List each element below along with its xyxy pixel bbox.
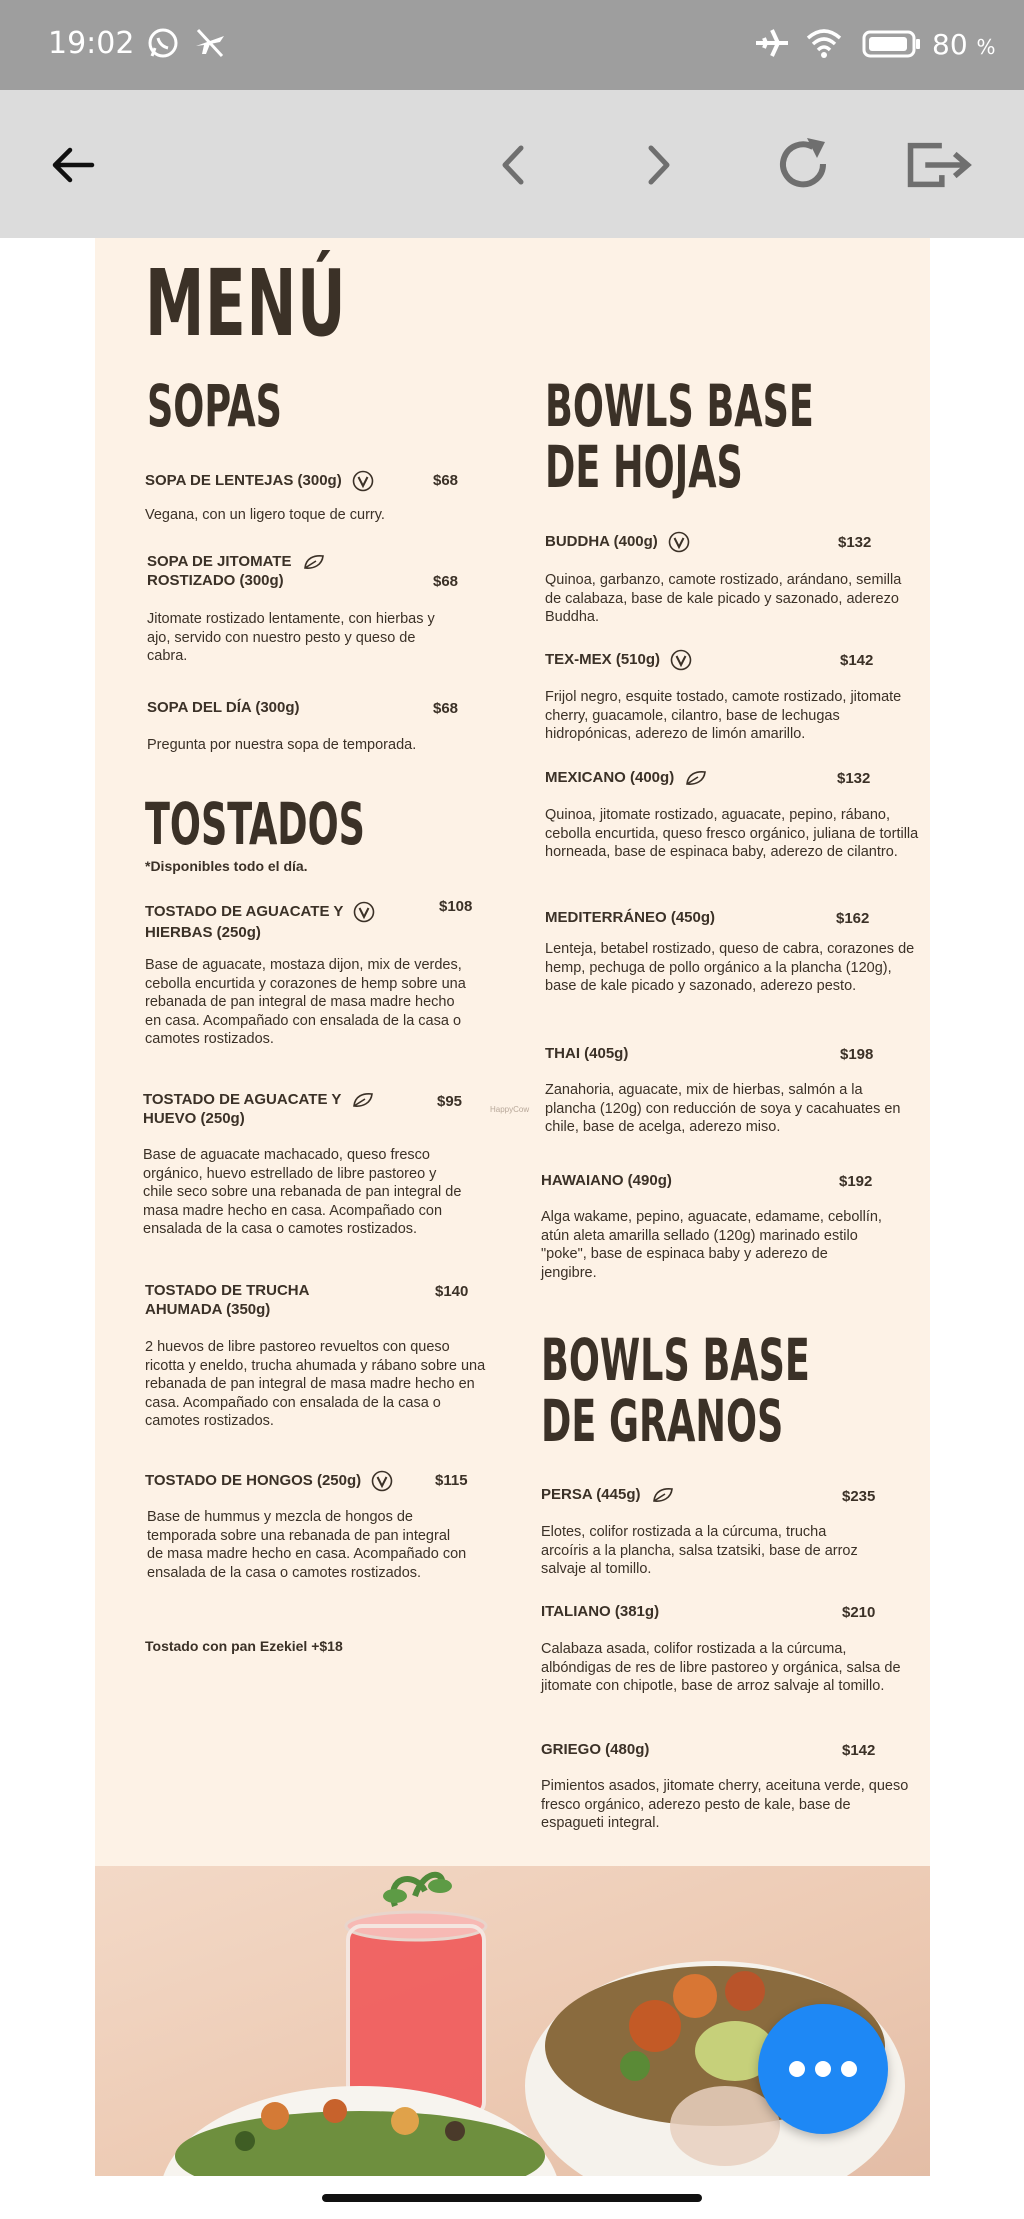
menu-item-description: Calabaza asada, colifor rostizada a la cúrcuma, albóndigas de res de libre pastoreo y orgánica, salsa de jitomate con chipotle, base de arroz salvaje al tomillo.	[541, 1641, 901, 1694]
leaf-icon	[684, 769, 708, 787]
menu-item-description: Quinoa, garbanzo, camote rostizado, arándano, semilla de calabaza, base de kale picado y sazonado, aderezo Buddha.	[545, 572, 902, 625]
more-dot	[815, 2061, 831, 2077]
chevron-right-icon	[639, 140, 679, 190]
menu-item-name: TOSTADO DE HONGOS (250g)	[145, 1470, 393, 1492]
vegan-badge-icon	[670, 649, 692, 671]
menu-item-description: Elotes, colifor rostizada a la cúrcuma, trucha arcoíris a la plancha, salsa tzatsiki, base de arroz salvaje al tomillo.	[541, 1524, 858, 1577]
menu-item-name: THAI (405g)	[545, 1045, 629, 1062]
menu-item-description: Base de aguacate machacado, queso fresco orgánico, huevo estrellado de libre pastoreo y chile seco sobre una rebanada de pan integral de masa madre hecho en casa. Acompañado con ensalada de la casa o camotes rostizados.	[143, 1147, 462, 1237]
vegan-badge-icon	[371, 1470, 393, 1492]
menu-item-name: TOSTADO DE AGUACATE Y HUEVO (250g)	[143, 1090, 375, 1128]
whatsapp-icon	[146, 26, 180, 65]
menu-item-name: GRIEGO (480g)	[541, 1741, 650, 1758]
juice-glass-image	[346, 1875, 486, 2116]
menu-item-description: Vegana, con un ligero toque de curry.	[145, 507, 385, 523]
menu-footnote: Tostado con pan Ezekiel +$18	[145, 1638, 343, 1654]
menu-item-name: PERSA (445g)	[541, 1485, 675, 1504]
menu-item-name: MEXICANO (400g)	[545, 768, 708, 787]
menu-item-price: $142	[842, 1742, 876, 1759]
menu-item-price: $95	[437, 1093, 463, 1110]
more-dot	[841, 2061, 857, 2077]
more-options-button[interactable]	[758, 2004, 888, 2134]
exit-icon	[905, 134, 975, 196]
menu-item-price: $192	[839, 1173, 873, 1190]
menu-item-price: $68	[433, 700, 459, 717]
vegan-badge-icon	[352, 470, 374, 492]
section-subtitle: *Disponibles todo el día.	[145, 858, 308, 874]
system-navigation-bar	[0, 2176, 1024, 2219]
menu-item-price: $108	[439, 898, 473, 915]
menu-page	[95, 238, 930, 1866]
menu-item-name: BUDDHA (400g)	[545, 531, 690, 553]
refresh-icon	[773, 134, 835, 196]
watermark: HappyCow	[490, 1105, 530, 1114]
airplane-mode-icon	[754, 26, 790, 65]
plane-slash-icon	[192, 26, 228, 65]
section-title-bowls-granos: BOWLS BASE DE GRANOS	[541, 1326, 810, 1456]
menu-item-price: $140	[435, 1283, 469, 1300]
menu-item-description: Frijol negro, esquite tostado, camote rostizado, jitomate cherry, guacamole, cilantro, base de lechugas hidropónicas, aderezo de limón amarillo.	[545, 689, 902, 742]
salad-bowl-image	[160, 2086, 560, 2176]
menu-item-description: Base de hummus y mezcla de hongos de temporada sobre una rebanada de pan integral de masa madre hecho en casa. Acompañado con ensalada de la casa o camotes rostizados.	[147, 1509, 467, 1581]
menu-item-price: $68	[433, 472, 459, 489]
menu-item-description: Pimientos asados, jitomate cherry, aceituna verde, queso fresco orgánico, aderezo pesto de kale, base de espagueti integral.	[541, 1778, 909, 1831]
chevron-left-icon	[493, 140, 533, 190]
menu-item-name: SOPA DE LENTEJAS (300g)	[145, 470, 374, 492]
menu-item-price: $132	[838, 534, 872, 551]
menu-title: MENÚ	[145, 250, 347, 357]
menu-item-price: $198	[840, 1046, 874, 1063]
exit-button[interactable]	[905, 130, 975, 200]
menu-item-description: Quinoa, jitomate rostizado, aguacate, pepino, rábano, cebolla encurtida, queso fresco orgánico, juliana de tortilla horneada, base de espinaca baby, aderezo de cilantro.	[545, 807, 919, 860]
next-button[interactable]	[624, 130, 694, 200]
menu-item-price: $162	[836, 910, 870, 927]
home-gesture-handle[interactable]	[322, 2194, 702, 2202]
menu-item-name: MEDITERRÁNEO (450g)	[545, 909, 716, 926]
clock: 19:02	[48, 26, 135, 61]
refresh-button[interactable]	[769, 130, 839, 200]
vegan-badge-icon	[353, 901, 375, 923]
menu-item-name: TOSTADO DE TRUCHA AHUMADA (350g)	[145, 1282, 310, 1318]
more-dots-icon	[789, 2061, 805, 2077]
battery-percent: 80 %	[932, 28, 996, 61]
section-title-tostados: TOSTADOS	[145, 790, 365, 858]
menu-item-description: Pregunta por nuestra sopa de temporada.	[147, 737, 417, 753]
menu-item-price: $68	[433, 573, 459, 590]
leaf-icon	[651, 1486, 675, 1504]
menu-item-name: ITALIANO (381g)	[541, 1603, 660, 1620]
back-arrow-icon	[48, 140, 98, 190]
vegan-badge-icon	[668, 531, 690, 553]
leaf-icon	[302, 553, 326, 571]
menu-item-name: TOSTADO DE AGUACATE Y HIERBAS (250g)	[145, 901, 375, 942]
menu-item-price: $235	[842, 1488, 876, 1505]
menu-item-description: Base de aguacate, mostaza dijon, mix de verdes, cebolla encurtida y corazones de hemp sobre una rebanada de pan integral de masa madre hecho en casa. Acompañado con ensalada de la casa o camotes rostizados.	[145, 957, 466, 1047]
battery-icon	[862, 26, 922, 65]
menu-item-description: Lenteja, betabel rostizado, queso de cabra, corazones de hemp, pechuga de pollo orgánico a la plancha (120g), base de kale picado y sazonado, aderezo pesto.	[545, 941, 915, 994]
browser-toolbar	[0, 90, 1024, 238]
menu-item-description: Jitomate rostizado lentamente, con hierbas y ajo, servido con nuestro pesto y queso de cabra.	[147, 611, 435, 664]
menu-item-price: $142	[840, 652, 874, 669]
menu-item-name: SOPA DE JITOMATE ROSTIZADO (300g)	[147, 552, 326, 590]
status-bar	[0, 0, 1024, 90]
menu-item-description: Alga wakame, pepino, aguacate, edamame, cebollín, atún aleta amarilla sellado (120g) marinado estilo "poke", base de espinaca baby y aderezo de jengibre.	[541, 1209, 882, 1281]
back-button[interactable]	[38, 130, 108, 200]
menu-item-name: HAWAIANO (490g)	[541, 1172, 672, 1189]
menu-item-name: SOPA DEL DÍA (300g)	[147, 699, 300, 716]
menu-item-description: Zanahoria, aguacate, mix de hierbas, salmón a la plancha (120g) con reducción de soya y cacahuates en chile, base de acelga, aderezo miso.	[545, 1082, 901, 1135]
menu-item-price: $132	[837, 770, 871, 787]
menu-item-name: TEX-MEX (510g)	[545, 649, 692, 671]
leaf-icon	[351, 1091, 375, 1109]
section-title-bowls-hojas: BOWLS BASE DE HOJAS	[545, 372, 814, 502]
menu-item-description: 2 huevos de libre pastoreo revueltos con queso ricotta y eneldo, trucha ahumada y rábano sobre una rebanada de pan integral de masa madre hecho en casa. Acompañado con ensalada de la casa o camotes rostizados.	[145, 1339, 486, 1429]
menu-item-price: $115	[435, 1472, 468, 1489]
wifi-icon	[804, 26, 844, 65]
section-title-sopas: SOPAS	[147, 372, 282, 440]
menu-item-price: $210	[842, 1604, 876, 1621]
previous-button[interactable]	[478, 130, 548, 200]
